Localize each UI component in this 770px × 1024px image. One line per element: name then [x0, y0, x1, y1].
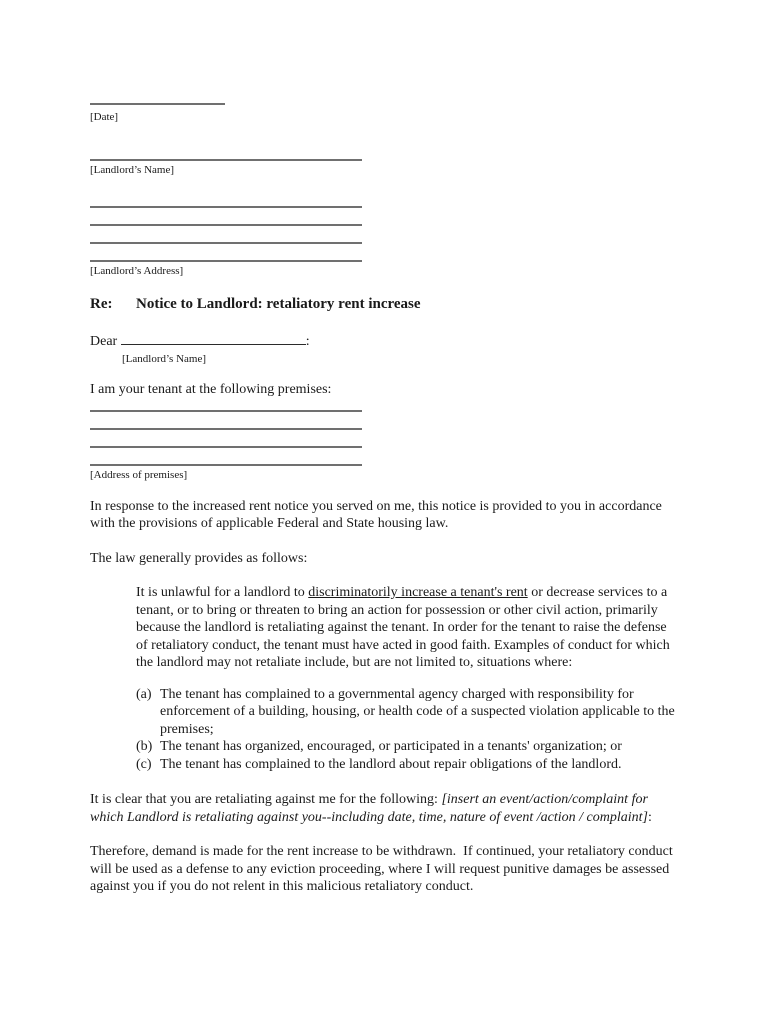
salutation-dear-text: Dear	[90, 334, 121, 349]
salutation-line	[90, 330, 680, 351]
paragraph-response: In response to the increased rent notice you served on me, this notice is provided to you in accordance with the provisions of applicable Federal and State housing law.	[90, 498, 666, 531]
law-quote-part2: or decrease services to a tenant, or to bring or threaten to bring an action for possession or other civil action, primarily because the landlord is retaliating against the tenant. In order for the tenant to raise the defense of retaliatory conduct, the tenant must have acted in good faith. Examples of conduct for which the landlord may not retaliate include, but are not limited to, situations where:	[136, 585, 674, 670]
retaliation-claim-part1: It is clear that you are retaliating against me for the following:	[90, 792, 442, 807]
subject-line	[90, 295, 680, 313]
premises-fill-line	[90, 430, 362, 448]
landlord-address-fill-line	[90, 191, 362, 208]
list-item	[136, 756, 680, 774]
landlord-address-fill-line	[90, 208, 362, 226]
list-item-text: The tenant has complained to a governmental agency charged with responsibility for enforcement of a building, housing, or health code of a suspected violation applicable to the premises;	[160, 686, 679, 737]
landlord-name-fill-line	[90, 144, 362, 161]
list-item	[136, 686, 680, 739]
retaliation-examples-list	[136, 686, 680, 774]
premises-fill-line	[90, 412, 362, 430]
paragraph-law-intro: The law generally provides as follows:	[90, 550, 308, 566]
subject-title: Notice to Landlord: retaliatory rent increase	[136, 296, 421, 312]
landlord-name-hint: [Landlord’s Name]	[90, 164, 174, 176]
list-item-marker: (b)	[136, 739, 153, 754]
salutation-colon: :	[305, 334, 310, 349]
insert-instruction-text: [insert an event/action/complaint for which Landlord is retaliating against you--including date, time, nature of event /action / complaint]	[90, 792, 652, 825]
premises-hint: [Address of premises]	[90, 468, 188, 481]
landlord-address-hint: [Landlord’s Address]	[90, 265, 184, 277]
premises-fill-line	[90, 448, 362, 466]
premises-intro-text: I am your tenant at the following premises:	[90, 382, 332, 397]
list-item-marker: (c)	[136, 756, 152, 772]
date-fill-line	[90, 95, 225, 105]
list-item-text: The tenant has complained to the landlord about repair obligations of the landlord.	[160, 756, 622, 772]
list-item-text: The tenant has organized, encouraged, or participated in a tenants' organization; or	[160, 739, 622, 754]
list-item	[136, 738, 680, 756]
paragraph-demand: Therefore, demand is made for the rent increase to be withdrawn. If continued, your retaliatory conduct will be used as a defense to any eviction proceeding, where I will request punitive damages be assessed against you if you do not relent in this malicious retaliatory conduct.	[90, 844, 677, 894]
law-quote-underlined-phrase: discriminatorily increase a tenant's rent	[308, 585, 528, 600]
date-hint: [Date]	[90, 111, 119, 123]
landlord-address-fill-line	[90, 226, 362, 244]
salutation-name-hint: [Landlord’s Name]	[122, 353, 206, 365]
subject-prefix: Re:	[90, 296, 113, 312]
law-quote-part1: It is unlawful for a landlord to	[136, 585, 309, 600]
paragraph-retaliation-claim	[90, 791, 680, 826]
landlord-address-fill-line	[90, 244, 362, 262]
salutation-name-fill-line	[121, 330, 306, 345]
list-item-marker: (a)	[136, 686, 152, 702]
retaliation-claim-part2: :	[648, 809, 652, 825]
premises-fill-line	[90, 399, 362, 412]
law-quotation-block	[136, 584, 680, 672]
